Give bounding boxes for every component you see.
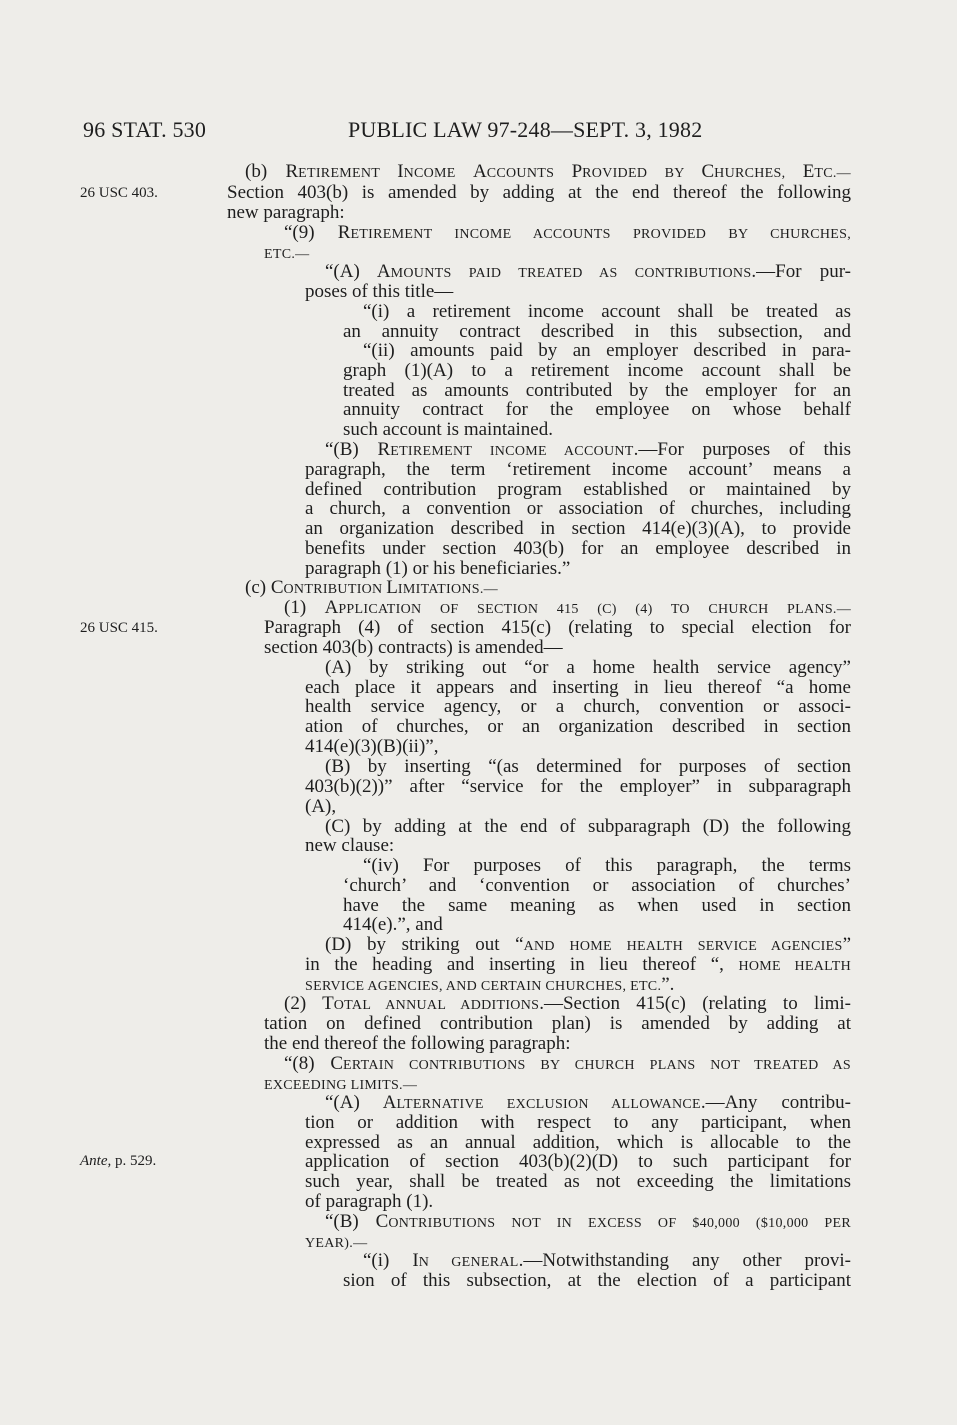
text-fragment: IMITATIONS.—: [397, 582, 498, 597]
text-line: section 403(b) contracts) is amended—: [264, 637, 563, 658]
margin-note-italic: Ante,: [80, 1153, 112, 1169]
text-fragment: EXCEEDING LIMITS.—: [264, 1078, 418, 1093]
text-fragment: ETIREMENT INCOME ACCOUNT: [390, 444, 634, 459]
text-line: (A),: [305, 796, 337, 817]
text-fragment: YEAR).—: [305, 1236, 368, 1251]
text-fragment: A: [473, 161, 487, 182]
text-line: Section 403(b) is amended by adding at the end thereof the following: [227, 182, 851, 203]
text-line: benefits under section 403(b) for an employee described in: [305, 538, 851, 559]
text-fragment: “(i) I: [363, 1250, 419, 1271]
text-fragment: ”.: [661, 974, 675, 995]
text-line: of paragraph (1).: [305, 1191, 434, 1212]
text-line: an annuity contract described in this subsection, and: [343, 321, 851, 342]
text-line: ation of churches, or an organization described in section: [305, 716, 851, 737]
text-line: new clause:: [305, 835, 395, 856]
text-line: [284, 1054, 851, 1076]
text-fragment: ERTAIN CONTRIBUTIONS BY CHURCH PLANS NOT TREATED AS: [343, 1058, 851, 1073]
text-line: application of section 403(b)(2)(D) to such participant for: [305, 1151, 851, 1172]
text-fragment: (c) C: [245, 577, 284, 598]
margin-note: 26 USC 415.: [80, 620, 158, 636]
text-line: have the same meaning as when used in section: [343, 895, 851, 916]
text-fragment: E: [802, 161, 815, 182]
text-fragment: P: [571, 161, 583, 182]
text-line: such year, shall be treated as not exceeding the limitations: [305, 1171, 851, 1192]
text-line: 414(e)(3)(B)(ii)”,: [305, 736, 439, 757]
margin-note-rest: p. 529.: [111, 1153, 157, 1169]
text-line: (C) by adding at the end of subparagraph (D) the following: [325, 816, 851, 837]
text-line: sion of this subsection, at the election of a participant: [343, 1270, 851, 1291]
text-line: such account is maintained.: [343, 419, 553, 440]
text-fragment: PPLICATION OF SECTION 415 (C) (4) TO CHURCH PLANS.—: [338, 602, 852, 617]
text-line: “(i) a retirement income account shall be treated as: [363, 301, 851, 322]
text-line: 414(e).”, and: [343, 914, 443, 935]
margin-note: 26 USC 403.: [80, 185, 158, 201]
text-line: [305, 955, 851, 977]
margin-note: [80, 1153, 156, 1170]
text-fragment: “(B) R: [325, 439, 391, 460]
text-fragment: ETIREMENT INCOME ACCOUNTS PROVIDED BY CHURCHES,: [350, 227, 851, 242]
text-fragment: “(9) R: [284, 222, 351, 243]
text-line: paragraph, the term ‘retirement income account’ means a: [305, 459, 851, 480]
text-line: “(ii) amounts paid by an employer described in para-: [363, 340, 851, 361]
text-fragment: HOME HEALTH: [738, 959, 851, 974]
text-line: “(iv) For purposes of this paragraph, the terms: [363, 855, 851, 876]
text-fragment: ONTRIBUTION: [283, 582, 387, 597]
text-fragment: ”: [842, 934, 851, 955]
text-fragment: MOUNTS PAID TREATED AS CONTRIBUTIONS: [390, 266, 752, 281]
text-line: an organization described in section 414(e)(3)(A), to provide: [305, 518, 851, 539]
text-line: paragraph (1) or his beneficiaries.”: [305, 558, 571, 579]
text-fragment: C: [701, 161, 715, 182]
text-fragment: in the heading and inserting in lieu thereof “,: [305, 954, 739, 975]
text-line: graph (1)(A) to a retirement income account shall be: [343, 360, 851, 381]
text-line: annuity contract for the employee on whose behalf: [343, 399, 851, 420]
text-line: health service agency, or a church, convention or associ-: [305, 696, 851, 717]
text-line: Paragraph (4) of section 415(c) (relating to special election for: [264, 617, 851, 638]
text-line: [284, 223, 851, 245]
text-fragment: HURCHES,: [714, 166, 803, 181]
text-fragment: “(A) A: [325, 1092, 397, 1113]
text-fragment: (2) T: [284, 993, 334, 1014]
text-fragment: ROVIDED BY: [582, 166, 702, 181]
text-fragment: (b) R: [245, 161, 299, 182]
text-fragment: (D) by striking out “: [325, 934, 524, 955]
text-fragment: .—For purposes of this: [633, 439, 851, 460]
text-fragment: LTERNATIVE EXCLUSION ALLOWANCE: [396, 1097, 701, 1112]
text-fragment: OTAL ANNUAL ADDITIONS: [333, 998, 540, 1013]
text-line: [245, 162, 851, 184]
text-line: 403(b)(2))” after “service for the employer” in subparagraph: [305, 776, 851, 797]
text-fragment: NCOME: [403, 166, 474, 181]
text-line: new paragraph:: [227, 202, 345, 223]
text-fragment: ETIREMENT: [298, 166, 398, 181]
text-line: defined contribution program established or maintained by: [305, 479, 851, 500]
text-line: (B) by inserting “(as determined for purposes of section: [325, 756, 851, 777]
text-fragment: L: [386, 577, 398, 598]
text-fragment: AND HOME HEALTH SERVICE AGENCIES: [523, 939, 843, 954]
text-line: [264, 243, 309, 265]
text-line: ‘church’ and ‘convention or association of churches’: [343, 875, 851, 896]
text-line: a church, a convention or association of churches, including: [305, 498, 851, 519]
text-fragment: I: [397, 161, 404, 182]
text-fragment: “(8) C: [284, 1053, 343, 1074]
page-title: PUBLIC LAW 97-248—SEPT. 3, 1982: [348, 117, 703, 142]
text-line: [305, 1232, 367, 1254]
text-line: [325, 1212, 851, 1234]
text-line: [245, 578, 498, 600]
text-line: expressed as an annual addition, which is allocable to the: [305, 1132, 851, 1153]
text-line: tation on defined contribution plan) is amended by adding at: [264, 1013, 851, 1034]
text-fragment: .—Notwithstanding any other provi-: [518, 1250, 851, 1271]
text-fragment: ONTRIBUTIONS NOT IN EXCESS OF $40,000 ($10,000 PER: [388, 1216, 852, 1231]
text-fragment: .—Section 415(c) (relating to limi-: [539, 993, 851, 1014]
text-fragment: N GENERAL: [418, 1255, 519, 1270]
text-fragment: .—For pur-: [751, 261, 851, 282]
text-fragment: SERVICE AGENCIES, AND CERTAIN CHURCHES, ETC.: [305, 979, 662, 994]
text-line: each place it appears and inserting in lieu thereof “a home: [305, 677, 851, 698]
text-fragment: (1) A: [284, 597, 339, 618]
text-line: the end thereof the following paragraph:: [264, 1033, 571, 1054]
text-fragment: TC.—: [814, 166, 851, 181]
text-fragment: ETC.—: [264, 247, 310, 262]
text-fragment: “(A) A: [325, 261, 391, 282]
text-line: (A) by striking out “or a home health service agency”: [325, 657, 851, 678]
text-fragment: .—Any contribu-: [700, 1092, 851, 1113]
text-fragment: CCOUNTS: [486, 166, 572, 181]
text-fragment: “(B) C: [325, 1211, 389, 1232]
stat-page-number: 96 STAT. 530: [83, 117, 207, 142]
text-line: tion or addition with respect to any participant, when: [305, 1112, 851, 1133]
text-line: poses of this title—: [305, 281, 454, 302]
text-line: treated as amounts contributed by the employer for an: [343, 380, 851, 401]
